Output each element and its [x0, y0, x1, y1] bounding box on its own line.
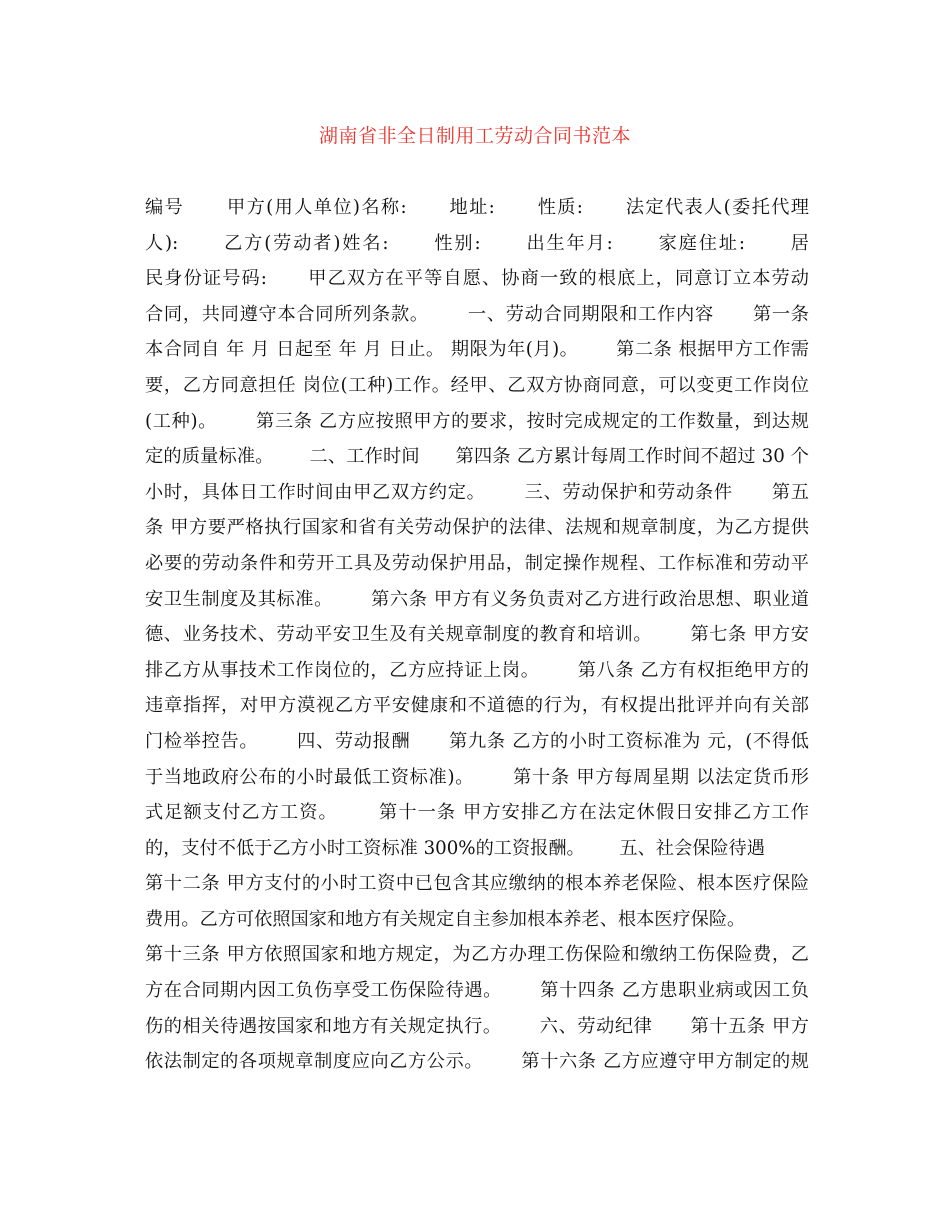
body-line: 安卫生制度及其标准。 第六条 甲方有义务负责对乙方进行政治思想、职业道 [145, 588, 809, 610]
body-line: 人): 乙方(劳动者)姓名: 性别: 出生年月: 家庭住址: 居 [145, 232, 809, 254]
body-line: 伤的相关待遇按国家和地方有关规定执行。 六、劳动纪律 第十五条 甲方 [145, 1015, 809, 1037]
body-line: 费用。乙方可依照国家和地方有关规定自主参加根本养老、根本医疗保险。 [145, 908, 746, 930]
body-line: 于当地政府公布的小时最低工资标准)。 第十条 甲方每周星期 以法定货币形 [145, 766, 809, 788]
contract-body [145, 194, 809, 1084]
body-line: (工种)。 第三条 乙方应按照甲方的要求，按时完成规定的工作数量，到达规 [145, 410, 809, 432]
body-line: 小时，具体日工作时间由甲乙双方约定。 三、劳动保护和劳动条件 第五 [145, 481, 809, 503]
body-line: 依法制定的各项规章制度应向乙方公示。 第十六条 乙方应遵守甲方制定的规 [145, 1051, 809, 1073]
body-line: 合同，共同遵守本合同所列条款。 一、劳动合同期限和工作内容 第一条 [145, 303, 809, 325]
body-line: 要，乙方同意担任 岗位(工种)工作。经甲、乙双方协商同意，可以变更工作岗位 [145, 374, 809, 396]
document-title: 湖南省非全日制用工劳动合同书范本 [318, 125, 631, 147]
body-line: 第十二条 甲方支付的小时工资中已包含其应缴纳的根本养老保险、根本医疗保险 [145, 873, 809, 895]
body-line: 第十三条 甲方依照国家和地方规定，为乙方办理工伤保险和缴纳工伤保险费，乙 [145, 944, 809, 966]
body-line: 条 甲方要严格执行国家和省有关劳动保护的法律、法规和规章制度，为乙方提供 [145, 517, 809, 539]
body-line: 定的质量标准。 二、工作时间 第四条 乙方累计每周工作时间不超过 30 个 [145, 446, 809, 468]
body-line: 民身份证号码: 甲乙双方在平等自愿、协商一致的根底上，同意订立本劳动 [145, 268, 809, 290]
body-line: 违章指挥，对甲方漠视乙方平安健康和不道德的行为，有权提出批评并向有关部 [145, 695, 809, 717]
body-line: 必要的劳动条件和劳开工具及劳动保护用品，制定操作规程、工作标准和劳动平 [145, 552, 809, 574]
body-line: 式足额支付乙方工资。 第十一条 甲方安排乙方在法定休假日安排乙方工作 [145, 802, 809, 824]
body-line: 德、业务技术、劳动平安卫生及有关规章制度的教育和培训。 第七条 甲方安 [145, 624, 809, 646]
body-line: 的，支付不低于乙方小时工资标准 300%的工资报酬。 五、社会保险待遇 [145, 837, 765, 859]
body-line: 门检举控告。 四、劳动报酬 第九条 乙方的小时工资标准为 元，(不得低 [145, 730, 809, 752]
body-line: 编号 甲方(用人单位)名称: 地址: 性质: 法定代表人(委托代理 [145, 197, 809, 218]
body-line: 本合同自 年 月 日起至 年 月 日止。 期限为年(月)。 第二条 根据甲方工作需 [145, 339, 809, 361]
body-line: 排乙方从事技术工作岗位的，乙方应持证上岗。 第八条 乙方有权拒绝甲方的 [145, 659, 809, 681]
body-line: 方在合同期内因工负伤享受工伤保险待遇。 第十四条 乙方患职业病或因工负 [145, 980, 809, 1002]
